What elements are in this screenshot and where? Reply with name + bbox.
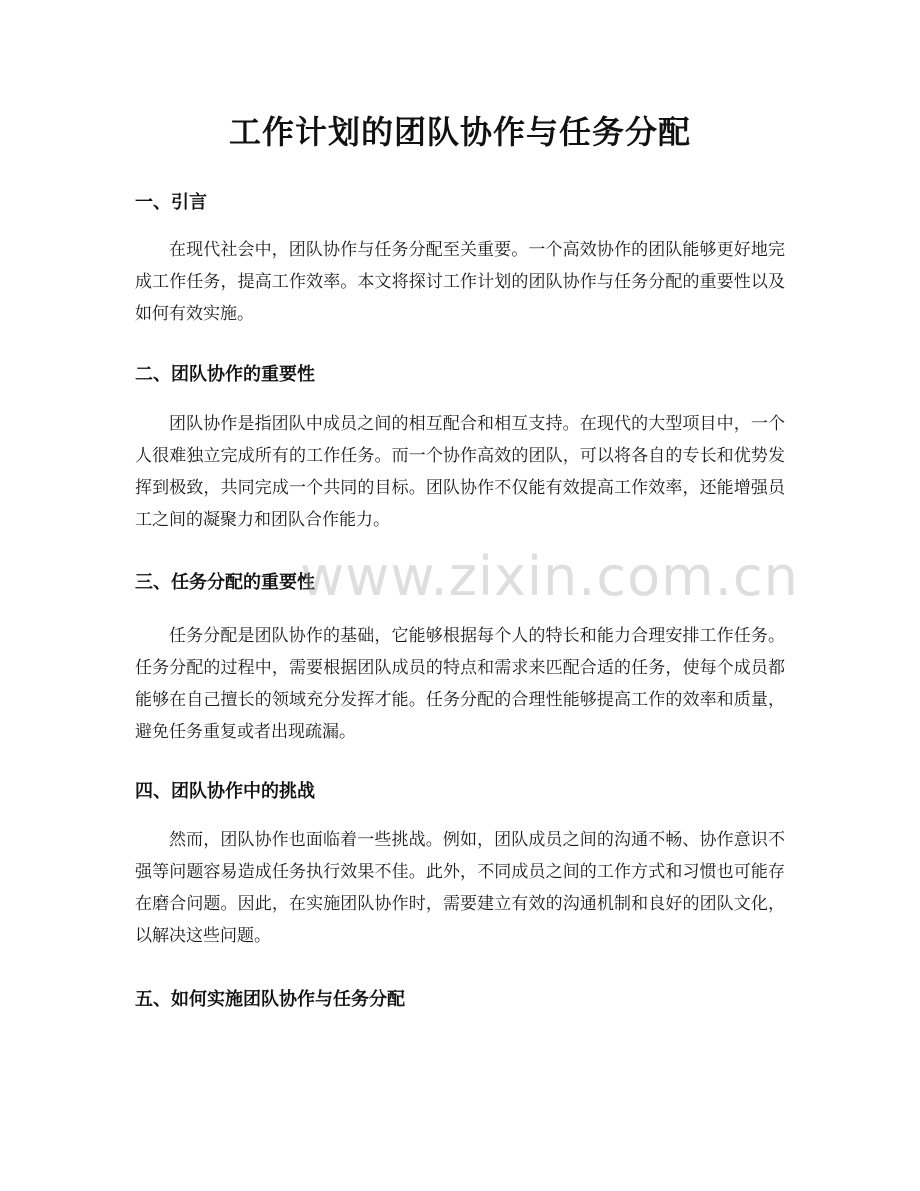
watermark-text: www.zixin.com.cn	[300, 545, 799, 608]
section-heading-task-allocation-importance: 三、任务分配的重要性	[135, 572, 315, 593]
section-paragraph-task-allocation-importance: 任务分配是团队协作的基础，它能够根据每个人的特长和能力合理安排工作任务。任务分配的过程中，需要根据团队成员的特点和需求来匹配合适的任务，使每个成员都能够在自己擅长的领域充分发挥才能。任务分配的合理性能够提高工作的效率和质量，避免任务重复或者出现疏漏。	[135, 626, 785, 742]
section-paragraph-intro: 在现代社会中，团队协作与任务分配至关重要。一个高效协作的团队能够更好地完成工作任务，提高工作效率。本文将探讨工作计划的团队协作与任务分配的重要性以及如何有效实施。	[135, 240, 785, 324]
section-paragraph-teamwork-importance: 团队协作是指团队中成员之间的相互配合和相互支持。在现代的大型项目中，一个人很难独立完成所有的工作任务。而一个协作高效的团队，可以将各自的专长和优势发挥到极致，共同完成一个共同的目标。团队协作不仅能有效提高工作效率，还能增强员工之间的凝聚力和团队合作能力。	[135, 414, 785, 530]
section-heading-teamwork-importance: 二、团队协作的重要性	[135, 364, 315, 385]
section-heading-intro: 一、引言	[135, 192, 207, 213]
section-heading-teamwork-challenges: 四、团队协作中的挑战	[135, 781, 315, 802]
section-heading-implementation: 五、如何实施团队协作与任务分配	[135, 989, 405, 1010]
document-title: 工作计划的团队协作与任务分配	[228, 113, 691, 151]
section-paragraph-teamwork-challenges: 然而，团队协作也面临着一些挑战。例如，团队成员之间的沟通不畅、协作意识不强等问题容易造成任务执行效果不佳。此外，不同成员之间的工作方式和习惯也可能存在磨合问题。因此，在实施团队协作时，需要建立有效的沟通机制和良好的团队文化，以解决这些问题。	[135, 830, 785, 946]
